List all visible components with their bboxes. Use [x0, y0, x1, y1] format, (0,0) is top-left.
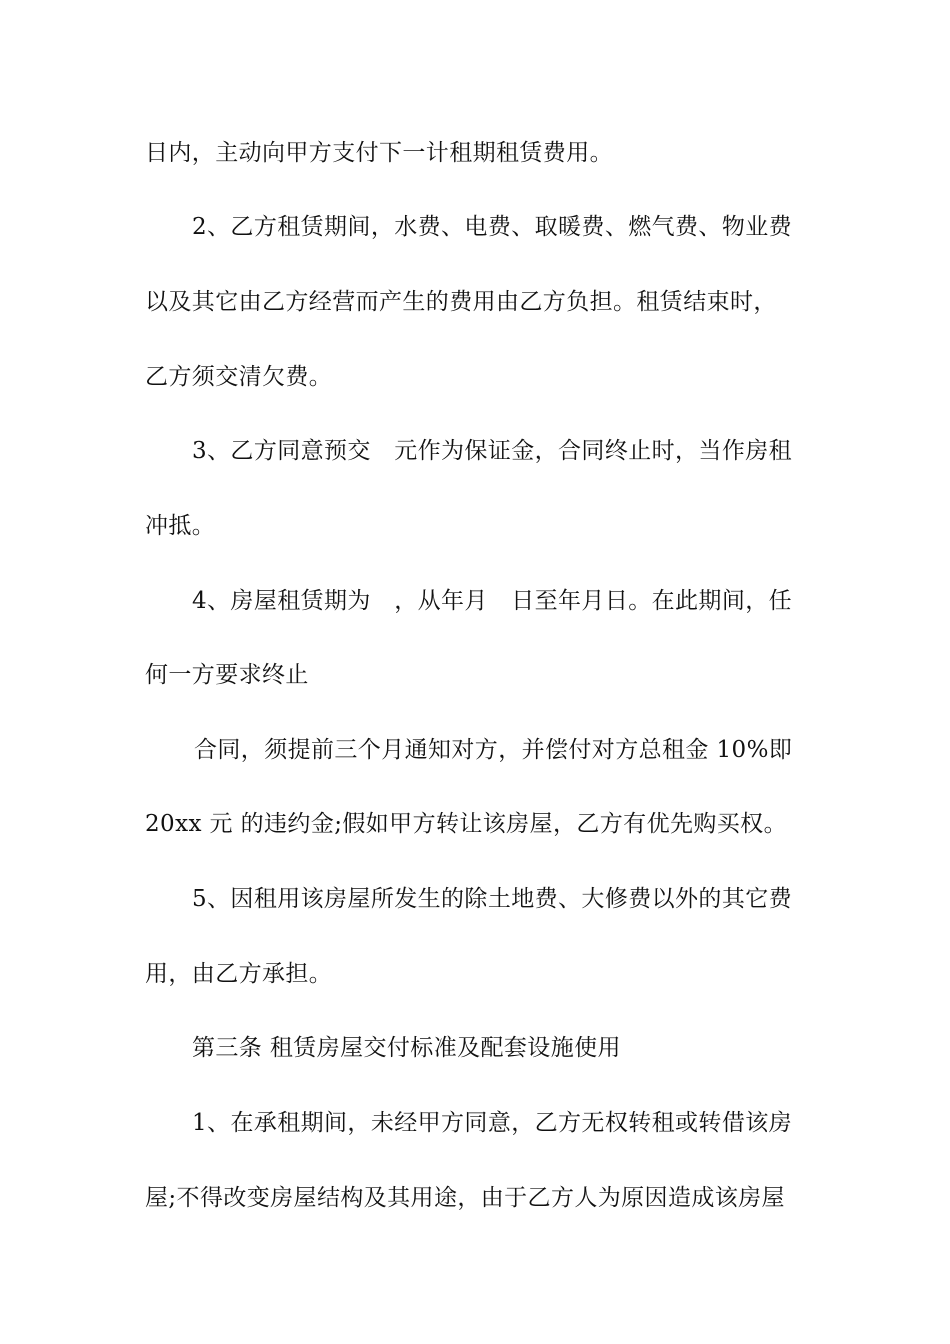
text-line-6: 冲抵。: [145, 513, 216, 539]
text-line-2: 2、乙方租赁期间，水费、电费、取暖费、燃气费、物业费: [192, 214, 793, 240]
text-line-12: 用，由乙方承担。: [145, 961, 333, 987]
text-line-1: 日内，主动向甲方支付下一计租期租赁费用。: [145, 140, 613, 166]
section-heading: 第三条 租赁房屋交付标准及配套设施使用: [192, 1035, 621, 1061]
text-line-7: 4、房屋租赁期为 ，从年月 日至年月日。在此期间，任: [192, 588, 793, 614]
text-line-9: 合同，须提前三个月通知对方，并偿付对方总租金 10%即: [194, 737, 793, 763]
text-line-8: 何一方要求终止: [145, 662, 309, 688]
text-line-4: 乙方须交清欠费。: [145, 364, 333, 390]
text-line-14: 屋;不得改变房屋结构及其用途，由于乙方人为原因造成该房屋: [145, 1185, 785, 1211]
text-line-11: 5、因租用该房屋所发生的除土地费、大修费以外的其它费: [192, 886, 793, 912]
text-line-13: 1、在承租期间，未经甲方同意，乙方无权转租或转借该房: [192, 1110, 793, 1136]
text-line-5: 3、乙方同意预交 元作为保证金，合同终止时，当作房租: [192, 438, 793, 464]
text-line-10: 20xx 元 的违约金;假如甲方转让该房屋，乙方有优先购买权。: [145, 811, 787, 837]
text-line-3: 以及其它由乙方经营而产生的费用由乙方负担。租赁结束时，: [145, 289, 777, 315]
